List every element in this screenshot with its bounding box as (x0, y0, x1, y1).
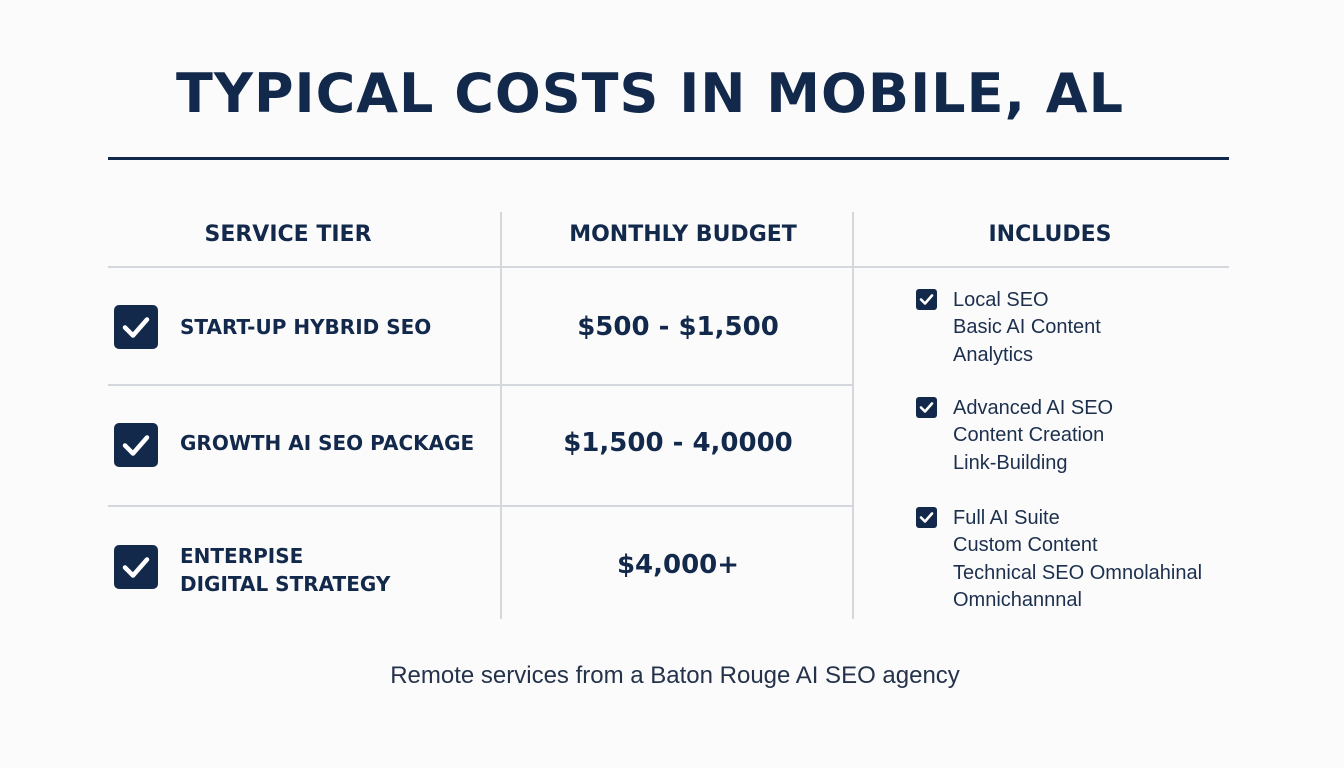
includes-text (953, 505, 1202, 614)
column-divider (500, 212, 502, 619)
checkbox-checked-icon (916, 507, 937, 528)
budget-value: $500 - $1,500 (577, 312, 779, 342)
budget-value: $4,000+ (616, 550, 740, 580)
include-item: Technical SEO Omnolahinal (953, 561, 1203, 584)
checkbox-checked-icon (114, 545, 158, 589)
tier-name-line: DIGITAL STRATEGY (180, 572, 391, 596)
tier-name-line: ENTERPISE (180, 544, 304, 568)
include-item: Local SEO (953, 289, 1049, 311)
column-header-service-tier: SERVICE TIER (204, 222, 372, 247)
include-item: Omnichannnal (953, 588, 1082, 611)
include-item: Advanced AI SEO (953, 397, 1114, 419)
column-header-includes: INCLUDES (988, 222, 1112, 247)
checkbox-checked-icon (114, 423, 158, 467)
checkbox-checked-icon (114, 305, 158, 349)
title-underline (108, 157, 1229, 160)
include-item: Link-Building (953, 451, 1068, 474)
tier-name (180, 313, 431, 341)
includes-text (953, 287, 1101, 369)
include-item: Full AI Suite (953, 507, 1060, 529)
budget-value: $1,500 - 4,0000 (563, 428, 793, 458)
tier-name (180, 429, 474, 457)
row-divider (108, 505, 853, 507)
tier-name-line: GROWTH AI SEO PACKAGE (180, 431, 475, 455)
tier-name (180, 542, 390, 598)
include-item: Analytics (953, 343, 1034, 366)
include-item: Custom Content (953, 534, 1098, 557)
include-item: Basic AI Content (953, 316, 1101, 339)
header-divider (108, 266, 1229, 268)
row-divider (108, 384, 853, 386)
checkbox-checked-icon (916, 397, 937, 418)
column-header-monthly-budget: MONTHLY BUDGET (569, 222, 797, 247)
includes-text (953, 395, 1113, 477)
checkbox-checked-icon (916, 289, 937, 310)
footer-note: Remote services from a Baton Rouge AI SEO agency (390, 662, 960, 689)
page-title: TYPICAL COSTS IN MOBILE, AL (176, 62, 1124, 125)
include-item: Content Creation (953, 424, 1105, 447)
tier-name-line: START-UP HYBRID SEO (180, 315, 432, 339)
